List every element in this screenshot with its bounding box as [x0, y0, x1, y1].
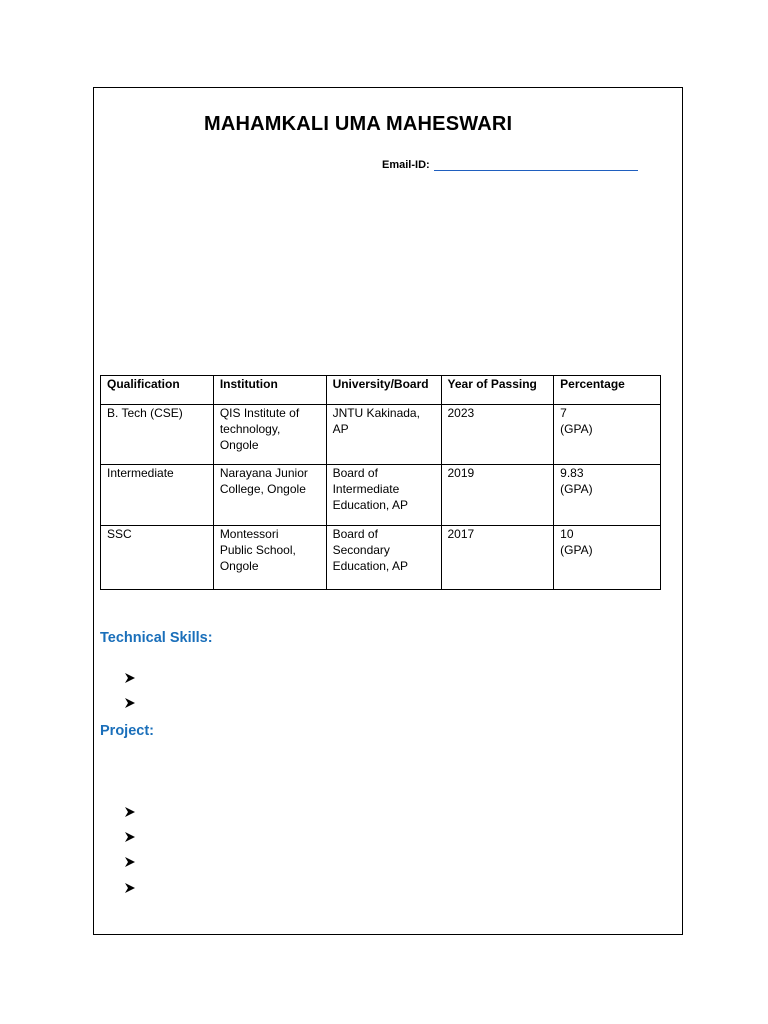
- cell-year: 2017: [441, 526, 554, 590]
- table-header-row: [101, 376, 661, 405]
- cell-year: 2023: [441, 405, 554, 465]
- email-field: [434, 158, 638, 171]
- education-table: [100, 375, 661, 590]
- cell-qualification: B. Tech (CSE): [101, 405, 214, 465]
- header-year-of-passing: Year of Passing: [441, 376, 554, 405]
- project-title: Project:: [100, 723, 154, 739]
- email-row: [382, 158, 638, 171]
- cell-year: 2019: [441, 465, 554, 526]
- table-row: [101, 526, 661, 590]
- technical-skills-title: Technical Skills:: [100, 630, 213, 646]
- cell-percentage: 10 (GPA): [554, 526, 661, 590]
- cell-qualification: Intermediate: [101, 465, 214, 526]
- arrowhead-bullet-icon: [124, 856, 138, 868]
- arrowhead-bullet-icon: [124, 806, 138, 818]
- header-percentage: Percentage: [554, 376, 661, 405]
- header-institution: Institution: [213, 376, 326, 405]
- cell-percentage: 7 (GPA): [554, 405, 661, 465]
- header-qualification: Qualification: [101, 376, 214, 405]
- cell-institution: Narayana Junior College, Ongole: [213, 465, 326, 526]
- arrowhead-bullet-icon: [124, 697, 138, 709]
- email-label: Email-ID:: [382, 159, 430, 171]
- header-university-board: University/Board: [326, 376, 441, 405]
- resume-page: [93, 87, 683, 935]
- candidate-name: MAHAMKALI UMA MAHESWARI: [204, 113, 513, 135]
- cell-board: Board of Secondary Education, AP: [326, 526, 441, 590]
- cell-institution: Montessori Public School, Ongole: [213, 526, 326, 590]
- cell-board: JNTU Kakinada, AP: [326, 405, 441, 465]
- cell-institution: QIS Institute of technology, Ongole: [213, 405, 326, 465]
- arrowhead-bullet-icon: [124, 831, 138, 843]
- cell-percentage: 9.83 (GPA): [554, 465, 661, 526]
- table-row: [101, 465, 661, 526]
- arrowhead-bullet-icon: [124, 882, 138, 894]
- cell-qualification: SSC: [101, 526, 214, 590]
- arrowhead-bullet-icon: [124, 672, 138, 684]
- table-row: [101, 405, 661, 465]
- cell-board: Board of Intermediate Education, AP: [326, 465, 441, 526]
